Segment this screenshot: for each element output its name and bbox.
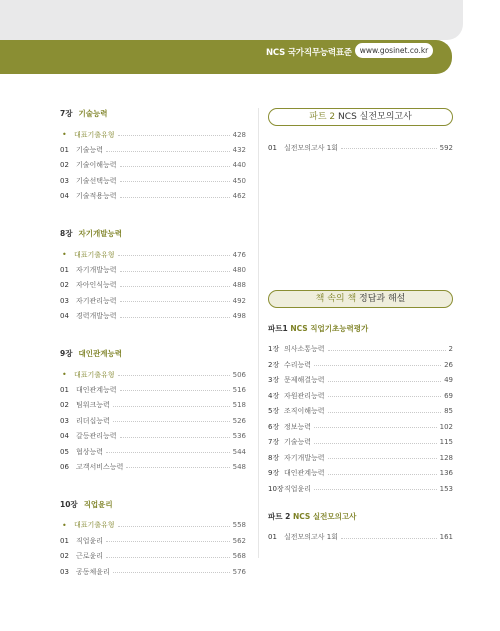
toc-entry[interactable] — [60, 398, 246, 413]
answers-part1-name: NCS 직업기초능력평가 — [290, 323, 369, 333]
answers-part1-header — [268, 323, 453, 334]
top-header-band — [0, 0, 463, 40]
entry-label: 경력개발능력 — [76, 312, 117, 321]
toc-entry[interactable] — [268, 481, 453, 497]
dot-leader — [120, 301, 230, 302]
dot-leader — [314, 443, 437, 444]
entry-label: 자아인식능력 — [76, 281, 117, 290]
entry-page: 85 — [444, 407, 453, 416]
toc-entry[interactable] — [268, 388, 453, 404]
dot-leader — [113, 421, 230, 422]
dot-leader — [118, 375, 230, 376]
entry-page: 26 — [444, 360, 453, 369]
entry-label: 대표기출유형 — [74, 521, 115, 530]
toc-entry[interactable] — [268, 450, 453, 466]
dot-leader — [120, 166, 230, 167]
entry-number: 03 — [60, 176, 69, 185]
entry-page: 161 — [439, 533, 453, 542]
entry-page: 153 — [439, 484, 453, 493]
toc-entry[interactable] — [60, 142, 246, 157]
entry-page: 428 — [232, 130, 246, 139]
chapter-section — [60, 108, 246, 204]
entry-page: 526 — [232, 416, 246, 425]
entry-number: 8장 — [268, 453, 280, 462]
entry-number: 01 — [268, 143, 277, 152]
toc-entry[interactable] — [60, 189, 246, 204]
toc-entry[interactable] — [60, 382, 246, 397]
toc-entry[interactable] — [268, 140, 453, 156]
dot-leader — [120, 197, 230, 198]
entry-label: 기술선택능력 — [76, 176, 117, 185]
entry-number: 10장 — [268, 484, 284, 493]
entry-page: 128 — [439, 453, 453, 462]
toc-entry[interactable] — [60, 262, 246, 277]
entry-number: 03 — [60, 296, 69, 305]
entry-label: 팀워크능력 — [76, 401, 110, 410]
part2-pill-title: NCS 실전모의고사 — [338, 112, 412, 122]
entry-number: 6장 — [268, 422, 280, 431]
bullet-icon: • — [62, 520, 67, 530]
entry-number: 03 — [60, 416, 69, 425]
entry-page: 488 — [232, 281, 246, 290]
entry-label: 협상능력 — [76, 447, 104, 456]
dot-leader — [328, 474, 437, 475]
answers-part2-header — [268, 511, 453, 522]
dot-leader — [120, 317, 230, 318]
toc-entry[interactable] — [60, 127, 246, 142]
answers-part2-name: NCS 실전모의고사 — [292, 511, 357, 521]
entry-page: 498 — [232, 312, 246, 321]
entry-label: 조직이해능력 — [284, 407, 325, 416]
chapter-name: 대인관계능력 — [78, 348, 122, 358]
entry-label: 실전모의고사 1회 — [284, 143, 339, 152]
answers-pill-title: 정답과 해설 — [359, 293, 406, 304]
dot-leader — [328, 396, 442, 397]
entry-page: 506 — [232, 370, 246, 379]
entry-number: 05 — [60, 447, 69, 456]
entry-number: 3장 — [268, 376, 280, 385]
dot-leader — [328, 412, 442, 413]
entry-number: 01 — [60, 266, 69, 275]
dot-leader — [126, 467, 229, 468]
toc-entry[interactable] — [60, 293, 246, 308]
entry-number: 04 — [60, 312, 69, 321]
entry-page: 2 — [448, 345, 453, 354]
dot-leader — [113, 572, 230, 573]
chapter-name: 직업윤리 — [83, 499, 113, 509]
entry-label: 자기개발능력 — [284, 453, 325, 462]
dot-leader — [118, 135, 230, 136]
entry-label: 대인관계능력 — [76, 385, 117, 394]
dot-leader — [314, 365, 441, 366]
entry-page: 49 — [444, 376, 453, 385]
chapter-title — [60, 348, 246, 359]
dot-leader — [120, 271, 230, 272]
answers-part1-list — [268, 342, 453, 497]
toc-entry[interactable] — [60, 278, 246, 293]
dot-leader — [328, 458, 437, 459]
chapter-title — [60, 499, 246, 510]
part2-list — [268, 140, 453, 156]
toc-entry[interactable] — [60, 173, 246, 188]
entry-number: 4장 — [268, 391, 280, 400]
answers-pill-prefix: 책 속의 책 — [315, 293, 357, 304]
toc-entry[interactable] — [268, 435, 453, 451]
entry-number: 02 — [60, 281, 69, 290]
entry-label: 기술적용능력 — [76, 192, 117, 201]
chapter-number: 7장 — [60, 109, 73, 118]
toc-entry[interactable] — [268, 419, 453, 435]
entry-label: 문제해결능력 — [284, 376, 325, 385]
entry-label: 대인관계능력 — [284, 469, 325, 478]
answers-part2-prefix: 파트 2 — [268, 511, 291, 521]
entry-label: 직업윤리 — [284, 484, 312, 493]
entry-label: 기술능력 — [76, 146, 104, 155]
toc-entry[interactable] — [60, 413, 246, 428]
entry-label: 공동체윤리 — [76, 567, 110, 576]
entry-number: 02 — [60, 161, 69, 170]
toc-entry[interactable] — [60, 564, 246, 579]
entry-page: 576 — [232, 567, 246, 576]
toc-entry[interactable] — [60, 518, 246, 533]
bullet-icon: • — [62, 130, 67, 140]
chapter-number: 9장 — [60, 348, 73, 358]
left-column — [60, 108, 246, 579]
entry-number: 01 — [268, 533, 277, 542]
toc-entry[interactable] — [60, 158, 246, 173]
dot-leader — [106, 541, 230, 542]
chapter-section — [60, 228, 246, 324]
toc-entry[interactable] — [60, 428, 246, 443]
entry-label: 의사소통능력 — [284, 345, 325, 354]
entry-number: 02 — [60, 401, 69, 410]
entry-label: 기술이해능력 — [76, 161, 117, 170]
entry-label: 리더십능력 — [76, 416, 110, 425]
part2-pill-prefix: 파트 2 — [309, 112, 336, 122]
toc-entry[interactable] — [60, 533, 246, 548]
dot-leader — [341, 538, 437, 539]
toc-entry[interactable] — [60, 247, 246, 262]
entry-page: 69 — [444, 391, 453, 400]
dot-leader — [328, 350, 446, 351]
entry-page: 136 — [439, 469, 453, 478]
part2-pill — [268, 108, 453, 126]
dot-leader — [118, 255, 230, 256]
chapter-title — [60, 228, 246, 239]
entry-number: 04 — [60, 192, 69, 201]
entry-label: 직업윤리 — [76, 536, 104, 545]
entry-page: 544 — [232, 447, 246, 456]
entry-page: 462 — [232, 192, 246, 201]
toc-entry[interactable] — [60, 548, 246, 563]
toc-entry[interactable] — [268, 373, 453, 389]
entry-label: 정보능력 — [284, 422, 312, 431]
entry-label: 고객서비스능력 — [76, 462, 124, 471]
entry-page: 115 — [439, 438, 453, 447]
dot-leader — [120, 286, 230, 287]
toc-entry[interactable] — [268, 357, 453, 373]
entry-page: 440 — [232, 161, 246, 170]
entry-number: 5장 — [268, 407, 280, 416]
entry-page: 518 — [232, 401, 246, 410]
dot-leader — [106, 151, 230, 152]
entry-number: 06 — [60, 462, 69, 471]
toc-entry[interactable] — [268, 530, 453, 546]
entry-label: 대표기출유형 — [74, 250, 115, 259]
entry-label: 갈등관리능력 — [76, 432, 117, 441]
entry-number: 01 — [60, 536, 69, 545]
brand-label: NCS 국가직무능력표준 — [266, 48, 352, 58]
dot-leader — [113, 406, 230, 407]
entry-page: 592 — [439, 143, 453, 152]
entry-number: 7장 — [268, 438, 280, 447]
entry-page: 548 — [232, 462, 246, 471]
answers-part2-list — [268, 530, 453, 546]
entry-number: 02 — [60, 552, 69, 561]
entry-label: 실전모의고사 1회 — [284, 533, 339, 542]
chapter-name: 자기개발능력 — [78, 228, 122, 238]
chapter-number: 10장 — [60, 499, 78, 509]
toc-entry[interactable] — [60, 459, 246, 474]
chapter-name: 기술능력 — [78, 109, 108, 118]
entry-page: 562 — [232, 536, 246, 545]
chapter-section — [60, 348, 246, 475]
dot-leader — [341, 148, 437, 149]
toc-entry[interactable] — [60, 367, 246, 382]
bullet-icon: • — [62, 250, 67, 260]
entry-page: 568 — [232, 552, 246, 561]
dot-leader — [120, 390, 230, 391]
dot-leader — [314, 427, 437, 428]
dot-leader — [106, 452, 230, 453]
site-url[interactable]: www.gosinet.co.kr — [355, 43, 433, 58]
entry-label: 근로윤리 — [76, 552, 104, 561]
column-divider — [258, 108, 259, 558]
dot-leader — [120, 437, 230, 438]
entry-number: 1장 — [268, 345, 280, 354]
entry-page: 516 — [232, 385, 246, 394]
right-column — [268, 108, 453, 545]
entry-page: 480 — [232, 266, 246, 275]
entry-page: 432 — [232, 146, 246, 155]
entry-page: 102 — [439, 422, 453, 431]
entry-label: 자기개발능력 — [76, 266, 117, 275]
chapter-number: 8장 — [60, 228, 73, 238]
entry-number: 2장 — [268, 360, 280, 369]
entry-page: 492 — [232, 296, 246, 305]
entry-label: 자기관리능력 — [76, 296, 117, 305]
entry-label: 대표기출유형 — [74, 130, 115, 139]
answers-part1-prefix: 파트1 — [268, 323, 288, 333]
toc-entry[interactable] — [268, 466, 453, 482]
dot-leader — [328, 381, 442, 382]
entry-page: 536 — [232, 432, 246, 441]
entry-page: 476 — [232, 250, 246, 259]
entry-number: 01 — [60, 385, 69, 394]
entry-page: 450 — [232, 176, 246, 185]
entry-number: 01 — [60, 146, 69, 155]
toc-entry[interactable] — [60, 309, 246, 324]
bullet-icon: • — [62, 370, 67, 380]
entry-label: 기술능력 — [284, 438, 312, 447]
entry-number: 04 — [60, 432, 69, 441]
answers-pill — [268, 290, 453, 308]
entry-page: 558 — [232, 521, 246, 530]
entry-label: 수리능력 — [284, 360, 312, 369]
dot-leader — [118, 526, 230, 527]
chapter-title — [60, 108, 246, 119]
toc-entry[interactable] — [268, 404, 453, 420]
entry-label: 자원관리능력 — [284, 391, 325, 400]
dot-leader — [314, 489, 437, 490]
toc-entry[interactable] — [60, 444, 246, 459]
dot-leader — [106, 557, 230, 558]
chapter-section — [60, 499, 246, 580]
entry-number: 03 — [60, 567, 69, 576]
toc-entry[interactable] — [268, 342, 453, 358]
entry-label: 대표기출유형 — [74, 370, 115, 379]
dot-leader — [120, 181, 230, 182]
entry-number: 9장 — [268, 469, 280, 478]
